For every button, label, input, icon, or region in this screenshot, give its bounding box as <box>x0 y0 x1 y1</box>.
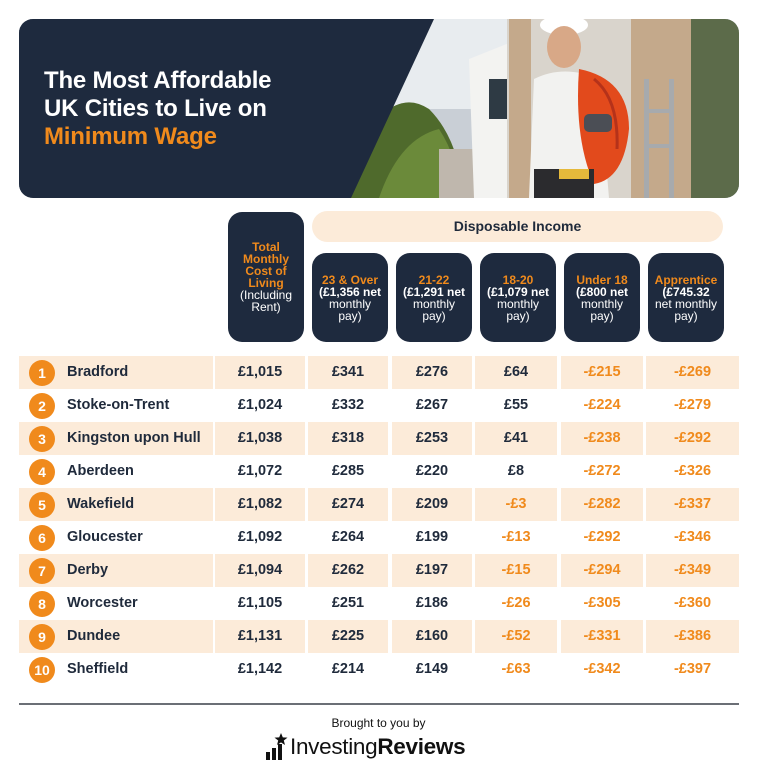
rank-badge: 6 <box>29 525 55 551</box>
band-sub-1: (£745.32 <box>662 284 710 299</box>
income-apprentice-cell: -£326 <box>673 463 712 479</box>
brought-by-text: Brought to you by <box>331 716 426 730</box>
cost-cell: £1,105 <box>237 595 283 611</box>
income-apprentice-cell: -£337 <box>646 488 739 521</box>
brand-logo <box>264 728 465 762</box>
income-apprentice-cell: -£349 <box>646 554 739 587</box>
income-18-20-cell: £41 <box>475 422 557 455</box>
cost-header-line-3: Cost of <box>245 264 287 278</box>
cost-cell: £1,131 <box>215 620 305 653</box>
income-under-18-cell: -£238 <box>561 422 643 455</box>
band-title: Apprentice <box>654 272 718 287</box>
bar-chart-star-icon <box>264 732 288 762</box>
table-row <box>19 455 739 488</box>
income-18-20-cell: £8 <box>507 463 525 479</box>
header-band-apprentice <box>648 253 724 342</box>
header-band-18-20 <box>480 253 556 342</box>
city-cell <box>19 620 213 653</box>
divider <box>19 703 739 705</box>
title-line-1: The Most Affordable <box>44 67 272 94</box>
header-band-21-22 <box>396 253 472 342</box>
city-cell <box>19 488 213 521</box>
band-title: Under 18 <box>576 272 628 287</box>
hero-banner <box>19 19 739 198</box>
band-sub-3: pay) <box>506 308 530 323</box>
band-sub-3: pay) <box>674 308 698 323</box>
cost-cell: £1,142 <box>237 661 283 677</box>
rank-badge: 7 <box>29 558 55 584</box>
city-table <box>19 356 739 686</box>
income-apprentice-cell: -£397 <box>673 661 712 677</box>
city-cell <box>19 356 213 389</box>
band-title: 18-20 <box>502 272 534 287</box>
income-18-20-cell: -£13 <box>501 529 531 545</box>
city-name: Derby <box>67 562 109 578</box>
cost-header-line-2: Monthly <box>243 252 289 266</box>
city-cell <box>19 455 213 488</box>
income-23-over-cell: £332 <box>331 397 365 413</box>
income-21-22-cell: £209 <box>392 488 472 521</box>
table-row <box>19 587 739 620</box>
cost-cell: £1,082 <box>215 488 305 521</box>
income-21-22-cell: £186 <box>415 595 449 611</box>
city-name: Sheffield <box>67 661 129 677</box>
income-23-over-cell: £341 <box>308 356 388 389</box>
city-cell <box>19 422 213 455</box>
income-18-20-cell: £64 <box>475 356 557 389</box>
income-23-over-cell: £251 <box>331 595 365 611</box>
band-sub-3: pay) <box>338 308 362 323</box>
title-line-2: UK Cities to Live on <box>44 95 267 122</box>
rank-badge: 2 <box>29 393 55 419</box>
cost-cell: £1,024 <box>237 397 283 413</box>
band-sub-3: pay) <box>422 308 446 323</box>
band-sub-1: (£800 net <box>575 284 629 299</box>
rank-badge: 10 <box>29 657 55 683</box>
city-cell <box>19 389 213 422</box>
band-sub-2: monthly <box>580 296 624 311</box>
income-apprentice-cell: -£360 <box>673 595 712 611</box>
disposable-income-label: Disposable Income <box>312 211 723 242</box>
income-21-22-cell: £276 <box>392 356 472 389</box>
brand-name-part-1: Investing <box>290 734 378 759</box>
band-sub-2: monthly <box>328 296 372 311</box>
income-apprentice-cell: -£292 <box>646 422 739 455</box>
table-row <box>19 620 739 653</box>
table-row <box>19 356 739 389</box>
table-row <box>19 488 739 521</box>
income-apprentice-cell: -£269 <box>646 356 739 389</box>
income-23-over-cell: £318 <box>308 422 388 455</box>
income-18-20-cell: -£15 <box>475 554 557 587</box>
income-21-22-cell: £253 <box>392 422 472 455</box>
table-row <box>19 521 739 554</box>
income-21-22-cell: £197 <box>392 554 472 587</box>
cost-header-line-1: Total <box>252 240 280 254</box>
income-21-22-cell: £149 <box>415 661 449 677</box>
income-under-18-cell: -£282 <box>561 488 643 521</box>
cost-cell: £1,072 <box>237 463 283 479</box>
band-sub-1: (£1,079 net <box>486 284 550 299</box>
city-name: Kingston upon Hull <box>67 430 201 446</box>
table-row <box>19 554 739 587</box>
income-23-over-cell: £274 <box>308 488 388 521</box>
table-row <box>19 653 739 686</box>
cost-cell: £1,038 <box>215 422 305 455</box>
income-18-20-cell: £55 <box>503 397 529 413</box>
city-name: Dundee <box>67 628 121 644</box>
band-title: 23 & Over <box>321 272 379 287</box>
cost-cell: £1,015 <box>215 356 305 389</box>
income-under-18-cell: -£292 <box>583 529 621 545</box>
rank-badge: 4 <box>29 459 55 485</box>
band-sub-1: (£1,291 net <box>402 284 466 299</box>
header-band-under-18 <box>564 253 640 342</box>
city-name: Worcester <box>67 595 138 611</box>
band-sub-2: monthly <box>496 296 540 311</box>
title-accent: Minimum Wage <box>44 123 217 150</box>
income-under-18-cell: -£331 <box>561 620 643 653</box>
cost-cell: £1,094 <box>215 554 305 587</box>
rank-badge: 9 <box>29 624 55 650</box>
income-apprentice-cell: -£386 <box>646 620 739 653</box>
cost-header-sub-2: Rent) <box>251 300 281 314</box>
income-under-18-cell: -£215 <box>561 356 643 389</box>
income-18-20-cell: -£3 <box>475 488 557 521</box>
band-title: 21-22 <box>418 272 450 287</box>
header-band-23-over <box>312 253 388 342</box>
band-sub-3: pay) <box>590 308 614 323</box>
income-under-18-cell: -£272 <box>583 463 621 479</box>
income-23-over-cell: £264 <box>331 529 365 545</box>
income-23-over-cell: £214 <box>331 661 365 677</box>
income-under-18-cell: -£342 <box>583 661 621 677</box>
table-row <box>19 389 739 422</box>
brand-name <box>290 732 465 762</box>
income-under-18-cell: -£305 <box>583 595 621 611</box>
income-18-20-cell: -£52 <box>475 620 557 653</box>
city-cell <box>19 554 213 587</box>
rank-badge: 3 <box>29 426 55 452</box>
band-sub-2: monthly <box>412 296 456 311</box>
city-name: Gloucester <box>67 529 143 545</box>
brand-name-part-2: Reviews <box>377 734 466 759</box>
table-row <box>19 422 739 455</box>
income-under-18-cell: -£224 <box>583 397 621 413</box>
city-name: Aberdeen <box>67 463 134 479</box>
income-under-18-cell: -£294 <box>561 554 643 587</box>
income-18-20-cell: -£63 <box>501 661 531 677</box>
income-21-22-cell: £199 <box>415 529 449 545</box>
income-18-20-cell: -£26 <box>501 595 531 611</box>
page-title <box>44 67 271 151</box>
income-apprentice-cell: -£346 <box>673 529 712 545</box>
cost-header-line-4: Living <box>248 276 284 290</box>
city-name: Wakefield <box>67 496 135 512</box>
city-cell <box>19 521 213 554</box>
rank-badge: 1 <box>29 360 55 386</box>
income-23-over-cell: £285 <box>331 463 365 479</box>
city-cell <box>19 653 213 686</box>
income-21-22-cell: £267 <box>415 397 449 413</box>
income-23-over-cell: £225 <box>308 620 388 653</box>
rank-badge: 8 <box>29 591 55 617</box>
rank-badge: 5 <box>29 492 55 518</box>
header-total-cost <box>228 212 304 342</box>
income-21-22-cell: £220 <box>415 463 449 479</box>
band-sub-2: net monthly <box>654 296 718 311</box>
income-23-over-cell: £262 <box>308 554 388 587</box>
city-name: Bradford <box>67 364 129 380</box>
cost-cell: £1,092 <box>237 529 283 545</box>
income-apprentice-cell: -£279 <box>673 397 712 413</box>
city-name: Stoke-on-Trent <box>67 397 170 413</box>
cost-header-sub-1: (Including <box>239 288 293 302</box>
city-cell <box>19 587 213 620</box>
band-sub-1: (£1,356 net <box>318 284 382 299</box>
income-21-22-cell: £160 <box>392 620 472 653</box>
